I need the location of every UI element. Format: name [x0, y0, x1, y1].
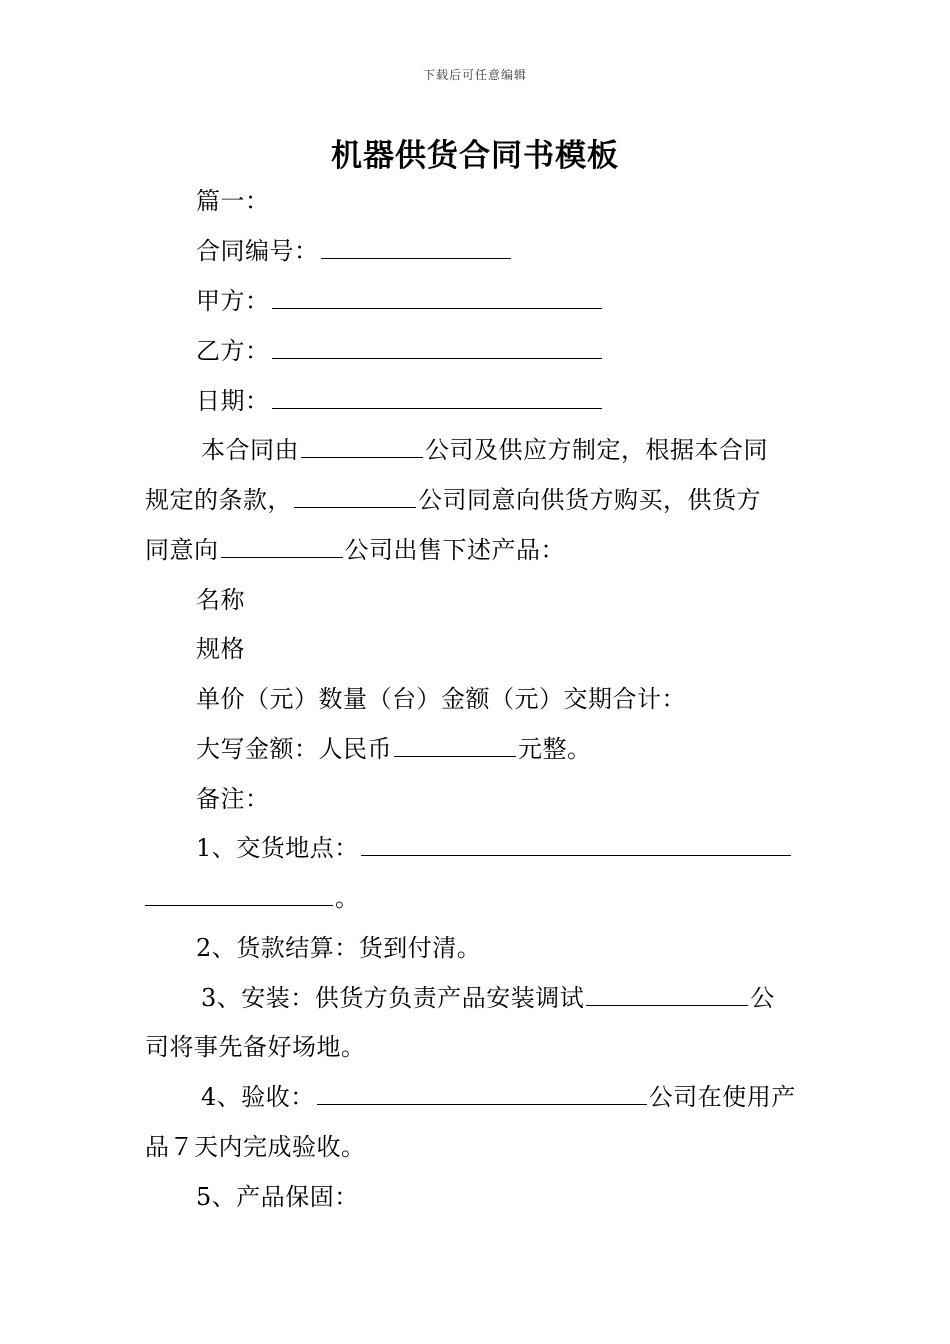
item-1-end: 。: [335, 884, 360, 912]
item-4-label: 4、验收：: [201, 1083, 315, 1111]
intro-text: 同意向: [145, 536, 219, 564]
amount-label: 大写金额：人民币: [196, 735, 392, 763]
date-label: 日期：: [196, 387, 270, 415]
item-3-line: [201, 983, 775, 1013]
acceptance-company-blank[interactable]: [317, 1082, 647, 1105]
item-1-label: 1、交货地点：: [196, 834, 359, 862]
company-blank-3[interactable]: [221, 535, 343, 558]
amount-blank[interactable]: [394, 734, 516, 757]
intro-text: 公司出售下述产品：: [344, 536, 565, 564]
item-3-continuation: 司将事先备好场地。: [145, 1033, 366, 1061]
remarks-label: 备注：: [196, 785, 270, 813]
delivery-location-blank-2[interactable]: [145, 883, 333, 906]
section-heading: [196, 186, 270, 216]
item-1-continuation: [145, 883, 360, 913]
date-line: [196, 386, 604, 416]
party-a-blank[interactable]: [272, 286, 602, 309]
company-blank-1[interactable]: [301, 435, 423, 458]
product-name-label: 名称: [196, 586, 245, 614]
intro-text: 本合同由: [201, 436, 299, 464]
contract-number-label: 合同编号：: [196, 237, 319, 265]
party-a-label: 甲方：: [196, 287, 270, 315]
party-a-line: [196, 286, 604, 316]
contract-number-line: [196, 236, 513, 266]
intro-paragraph-line-3: [145, 535, 565, 565]
delivery-location-blank[interactable]: [361, 833, 791, 856]
amount-line: [196, 734, 592, 764]
party-b-blank[interactable]: [272, 336, 602, 359]
item-4-text: 公司在使用产: [648, 1083, 796, 1111]
party-b-line: [196, 336, 604, 366]
header-watermark: 下载后可任意编辑: [422, 68, 527, 82]
item-3-text: 3、安装：供货方负责产品安装调试: [201, 984, 585, 1012]
section-label: 篇一：: [196, 187, 270, 215]
item-4-line: [201, 1082, 796, 1112]
intro-text: 公司及供应方制定，根据本合同: [425, 436, 768, 464]
product-spec-label: 规格: [196, 635, 245, 663]
intro-paragraph-line-2: [145, 485, 761, 515]
product-columns-line: 单价（元）数量（台）金额（元）交期合计：: [196, 685, 686, 713]
intro-text: 规定的条款，: [145, 486, 292, 514]
amount-suffix: 元整。: [518, 735, 592, 763]
item-4-continuation: 品７天内完成验收。: [145, 1133, 366, 1161]
installation-company-blank[interactable]: [586, 983, 748, 1006]
company-blank-2[interactable]: [294, 485, 416, 508]
document-title: 机器供货合同书模板: [331, 138, 619, 174]
intro-text: 公司同意向供货方购买，供货方: [418, 486, 761, 514]
item-5-line: 5、产品保固：: [196, 1183, 359, 1211]
intro-paragraph-line-1: [201, 435, 768, 465]
party-b-label: 乙方：: [196, 337, 270, 365]
item-2-line: 2、货款结算：货到付清。: [196, 934, 482, 962]
item-3-text: 公: [750, 984, 775, 1012]
date-blank[interactable]: [272, 386, 602, 409]
item-1-line: [196, 833, 793, 863]
contract-number-blank[interactable]: [321, 236, 511, 259]
